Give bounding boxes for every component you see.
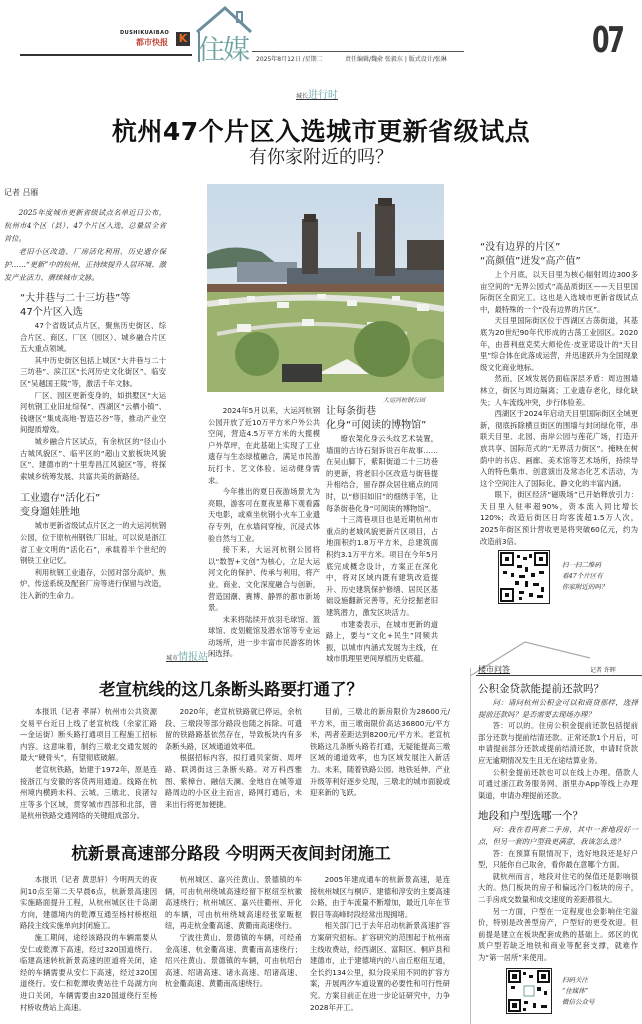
qr-caption-line: 你家附近的吗？: [562, 583, 608, 591]
paragraph: 缭农架化身云头纹艺术装置，墙面的古诗石刻诉说百年故事……在吴山脚下，紫阳街道二十三坊巷的更新，将老旧小区改造与街巷提升相结合，留存群众居住痛点的同时，以“修旧如旧”的细绣手笔，让每条街巷化身“可阅读的博物馆”。: [326, 434, 438, 513]
answer-text: 就杭州而言，地段对住宅的保值还是影响很大的。热门板块的房子和偏远冷门板块的房子，二手房成交数量和成交速度的差距都很大。: [478, 871, 638, 904]
story1-lead: [4, 206, 166, 284]
paragraph: 2005年建成通车的杭新景高速，是连接杭州城区与桐庐、建德和淳安的主要高速公路，由于车流量不断增加，最近几年在节假日等高峰时段经常出现拥堵。: [310, 875, 450, 919]
subheading: 化身“可阅读的博物馆”: [326, 420, 427, 431]
story3-column-3: [310, 874, 450, 1013]
paragraph: 本报讯（记者 黄思轩）今明两天的夜间10点至第二天早晨6点，杭新景高速因实施路面提升工程，从杭州城区往千岛湖方向，建德境内的乾潭互通至杨村桥枢纽路段主线实施单向封闭施工。: [20, 875, 157, 931]
paragraph: 天目里国际街区位于西湖区古荡街道，其基底为20世纪90年代形成的古荡工业园区。2020年，由普利兹克奖大师伦佐·皮亚诺设计的“天目里”综合体在此落成运营，并迅速跃升为全国现象级文化商业地标。: [480, 316, 638, 372]
section-kicker: [166, 648, 208, 663]
qr-caption-line: 扫一扫二维码: [562, 561, 601, 569]
story1-subhead: 有你家附近的吗？: [249, 147, 393, 168]
paragraph: 未来将陆续开放羽毛球馆、篮球馆、皮划艇馆及潜水馆等专业运动场所，进一步丰富市民游客的休闲选择。: [208, 614, 320, 659]
answer-text: 另一方面，户型在一定程度也会影响住宅溢价，特别是改善型房产，户型好的更受欢迎。但前提是建立在板块配套成熟的基础上。郊区的优质户型若缺乏地铁和商业等配套支撑，就难作为“第一居所”来使用。: [478, 906, 638, 962]
paragraph: 目前，三墩北的新房限价为28600元/平方米，而三墩南限价高达36800元/平方米，两者差距达到8200元/平方米。老宣杭铁路这几条断头路若打通，无疑能提高三墩区域的通道效率，也为区域发展注入新活力。未来，随着铁路公园、地铁延伸、产业升级等利好逐步兑现，三墩北的城市面貌或迎来新的飞跃。: [310, 707, 450, 798]
qr-caption-line: 微信公众号: [562, 998, 595, 1006]
section-logo: 住媒: [198, 35, 248, 66]
subheading: 变身遛娃胜地: [20, 507, 80, 519]
story2-column-2: [165, 706, 302, 810]
qr-caption: [562, 560, 608, 593]
paragraph: 接下来，大运河杭钢公园将以“数智+文创”为核心，立足大运河文化的保护、传承与利用，将产业、商业、文化深度融合与创新，营造国潮、赛博、静界的都市新场景。: [208, 545, 320, 613]
byline: 记者 吕雁: [4, 188, 39, 197]
paragraph: 杭州城区、嘉兴往黄山、景德镇的车辆，可由杭州绕城高速经留下枢纽至杭徽高速绕行；杭州城区、嘉兴往衢州、开化的车辆，可由杭州绕城高速经张家畈枢纽，再走杭金衢高速、黄衢南高速绕行。: [165, 875, 302, 931]
qr-code-icon: [507, 969, 551, 1013]
masthead-rule-left: [20, 54, 192, 56]
qr-code-icon: [499, 551, 549, 603]
paragraph: 相关部门已于去年启动杭新景高速扩容方案研究招标。扩容研究的范围起于杭州南主线收费站，经西湖区、富阳区、桐庐县和建德市，止于建德境内的八亩丘枢纽互通，全长约134公里，拟分段采用不同的扩容方案，开展两汐车道设置的必要性和可行性研究。方案目前正在进一步论证研究中，力争2028年开工。: [310, 921, 450, 1012]
wechat-qr-caption: [562, 975, 595, 1008]
qa-content: [478, 682, 638, 963]
story2-column-3: [310, 706, 450, 799]
paragraph: 上个月底，以天目里为核心辐射周边300多亩空间的“无界公园式”高品质街区——天目里国际街区全面完工。这也是入选城市更新省级试点中，最特殊的一个“没有边界的片区”。: [480, 270, 638, 314]
question-title: 公积金贷款能提前还款吗？: [478, 683, 604, 695]
paragraph: 施工期间，途经该路段的车辆需要从安仁或乾潭下高速，经过320国道绕行。临建高速转杭新景高速的匝道将关闭，途经的车辆需要从安仁下高速，经过320国道绕行。安仁和乾潭收费站往千岛湖方向进口关闭，车辆需要由320国道绕行至杨村桥收费站上高速。: [20, 932, 157, 1012]
paper-logo-icon: K: [176, 32, 190, 46]
paragraph: 今年推出的夏日夜游场景尤为亮眼，游客可在夏夜星幕下观看露天电影，或乘坐杭钢小火车工业遗存专列，在水墙间穿梭，沉浸式体验自然与工业。: [208, 487, 320, 543]
story1-column-3: [326, 405, 438, 665]
paragraph: 然而，区域发展仍面临深层矛盾：周边围墙林立，街区与周边隔离；工业遗存老化，绿化缺失；人车流线冲突，步行体验差。: [480, 374, 638, 407]
kicker-small: 城长: [296, 93, 309, 100]
paragraph: 眼下，街区经济“磁吸场”已开始释放引力：天目里入驻率超90%，资本流入同比增长120%；改造后街区日均客流超1.5万人次，2025年街区预计营收更是将突破60亿元，约为改造前3倍。: [480, 490, 638, 546]
answer-text: 公积金提前还款也可以在线上办理。借款人可通过浙江政务服务网、浙里办App等线上办理渠道，申请办理提前还款。: [478, 767, 638, 800]
sidebar-reporter: 记者 许晖: [590, 667, 616, 674]
lead-paragraph: 老旧小区改造、厂房活化利用、历史遗存保护……“更新”中的杭州，正持续提升人居环境、激发产业活力、赓续城市文脉。: [4, 247, 166, 282]
paper-name-cn: 都市快报: [136, 38, 168, 47]
sidebar-title: 楼市问答: [478, 665, 510, 674]
subheading: “没有边界的片区”: [480, 242, 561, 253]
subheading: “高颜值”迸发“高产值”: [480, 256, 581, 267]
paragraph: 宁波往黄山、景德镇的车辆，可经甬金高速、杭金衢高速、黄衢南高速绕行；绍兴往黄山、景德镇的车辆，可由杭绍台高速、绍诸高速、诸永高速、绍诸高速、杭金衢高速、黄衢南高速绕行。: [165, 932, 302, 989]
paragraph: 十三湾巷项目也是近期杭州市重点的老城风貌更新片区项目，占地面积约1.8万平方米，总建筑面积约3.1万平方米。项目在今年5月底完成概念设计，方案正在深化中，将对区域内既有建筑改造提升、历史建筑保护修缮、居民区基础设施翻新完善等，充分挖掘老旧建筑潜力，激发区块活力。: [326, 515, 438, 617]
qr-caption-line: 扫码关注: [562, 976, 588, 984]
sidebar-rule: [476, 675, 642, 676]
answer-text: 答：在预算有限情况下，选好地段还是好户型，只能你自己取舍，看你最在意哪个方面。: [478, 848, 638, 870]
answer-text: 答：可以的。住房公积金提前还款包括提前部分还款与提前结清还款。正常还款1个月后，可申请提前部分还款或提前结清还款，申请时贷款应无逾期情况发生且无在途结算业务。: [478, 721, 638, 765]
paragraph: 47个省级试点片区，聚焦历史街区、综合片区、商区、厂区（园区）、城乡融合片区五大重点领域。: [20, 321, 166, 354]
story2-headline: 老宣杭线的这几条断头路要打通了？: [99, 680, 363, 699]
paragraph: 2020年，老宣杭铁路就已停运，余杭段、三墩段等部分路段也随之拆除。可遗留的铁路路基依然存在，导致板块内有多条断头路，区域通道效率低。: [165, 707, 302, 751]
steel-park-image: [207, 184, 444, 392]
story1-column-4: [480, 219, 638, 547]
subheading: “大井巷与二十三坊巷”等: [20, 293, 131, 304]
paragraph: 根据招标内容，拟打通贝家街、周坪路、联鸿街这三条断头路。对万科西雅图、紫樟台、融信天澜、金地自在城等道路周边的小区业主而言，路网打通后，未来出行将更加便捷。: [165, 753, 302, 809]
paragraph: 厂区、园区更新变身的，如拱墅区“大运河杭钢工业旧址综保”、西湖区“云栖小镇”、钱塘区“集成高地·智造芯谷”等，推动产业空间提质增效。: [20, 390, 166, 435]
paragraph: 城市更新省级试点片区之一的大运河杭钢公园，位于原杭州钢铁厂旧址，可以说是浙江省工业文明的“活化石”，承载着半个世纪的钢铁工业记忆。: [20, 521, 166, 566]
question-text: 问：请问杭州公积金可以和商贷那样，选择提前还款吗？是否需要去现场办理？: [478, 698, 638, 719]
qr-caption-line: “住媒体”: [562, 987, 589, 995]
park-photo: [207, 184, 444, 392]
story3-headline: 杭新景高速部分路段 今明两天夜间封闭施工: [71, 844, 391, 863]
masthead-rule-right: [252, 51, 464, 52]
subheading: 工业遗存“活化石”: [20, 493, 101, 505]
kicker-accent: 情报站: [178, 652, 209, 663]
paragraph: 其中历史街区包括上城区“大井巷与二十三坊巷”、滨江区“长河历史文化街区”、临安区“吴越国王陵”等，激活千年文脉。: [20, 355, 166, 388]
paragraph: 2024年5月以来，大运河杭钢公园开放了近10万平方米户外公共空间，营造4.5万平方米的大揽模户外草坪，在此基础上实现了工业遗存与生态绿植融合，满足市民游玩打卡、艺文体验、运动健身需求。: [208, 406, 320, 485]
paragraph: 城乡融合片区试点，有余杭区的“径山小古城风貌区”、临平区的“超山文旅板块风貌区”、建德市的“十里寿昌江风貌区”等，将探索城乡统筹发展、共富共美的新路径。: [20, 436, 166, 481]
story2-column-1: [20, 706, 157, 822]
page-number: 07: [592, 20, 623, 61]
question-text: 问：我在看两套二手房，其中一套地段好一点，但另一套的户型我更满意，我该怎么选？: [478, 825, 638, 846]
qr-code[interactable]: [498, 550, 550, 604]
subheading: 47个片区入选: [20, 307, 83, 318]
paper-name-en: DUSHIKUAIBAO: [120, 30, 170, 36]
story3-column-2: [165, 874, 302, 990]
paragraph: 市建委表示，在城市更新的道路上，要与“文化+民生”同频共振，以城市内涵式发展为主线，在城市肌理里更间厚植历史底蕴。: [326, 619, 438, 664]
story1-column-2: [208, 405, 320, 660]
paragraph: 西湖区于2024年启动天目里国际街区全域更新，彻底拆除横亘街区的围墙与封闭绿化带，串联天目里、北园、南岸公园与莲花广场，打造开放共享、国际范式的“无界活力街区”。掩映在树荫中的书店、画廊、美术馆等艺术场所，持续导入的特色集市、创意演出及常态化艺术活动，为这个空间注入了国际化、静文化的丰富内涵。: [480, 409, 638, 488]
wechat-qr-code[interactable]: [506, 968, 552, 1014]
kicker-accent: 进行时: [308, 90, 339, 101]
paragraph: 本报讯（记者 孝屏）杭州市公共资源交易平台近日上线了老宣杭线（余家汇路—金运街）断头路打通项目工程施工招标内容。这意味着，制约三墩北交通发展的最大“硬骨头”，有望彻底破解。: [20, 707, 157, 763]
lead-paragraph: 2025年度城市更新省级试点名单近日公布，杭州市4个区（县）、47个片区入选，总量居全省首位。: [4, 208, 166, 243]
section-kicker: [296, 86, 338, 101]
subheading: 让每条街巷: [326, 406, 376, 417]
qr-caption-line: 看47个片区有: [562, 572, 603, 580]
kicker-small: 城市: [166, 655, 179, 662]
story1-headline: 杭州47个片区入选城市更新省级试点: [111, 117, 531, 146]
editor-credits: 责任编辑/魏俞 张毅东 | 版式设计/张琳: [345, 56, 447, 63]
story3-column-1: [20, 874, 157, 1013]
paragraph: 利用杭钢工业遗存，公园对部分高炉、焦炉、传送系统及配套厂房等进行保留与改造，注入新的生命力。: [20, 567, 166, 600]
issue-date: 2025年8月12日 /星期二: [256, 56, 323, 63]
story1-column-1: [20, 292, 166, 601]
question-title: 地段和户型选哪一个？: [478, 810, 583, 823]
photo-caption: 大运河杭钢公园: [383, 397, 426, 404]
paragraph: 老宣杭铁路，始建于1972年，原是连接浙江与安徽的客货两用通道。线路在杭州境内横跨未科、云城、三墩北、良渚勾庄等多个区域，贯穿城市西部和北部，曾是杭州铁路交通网络的关键组成部分。: [20, 764, 157, 821]
